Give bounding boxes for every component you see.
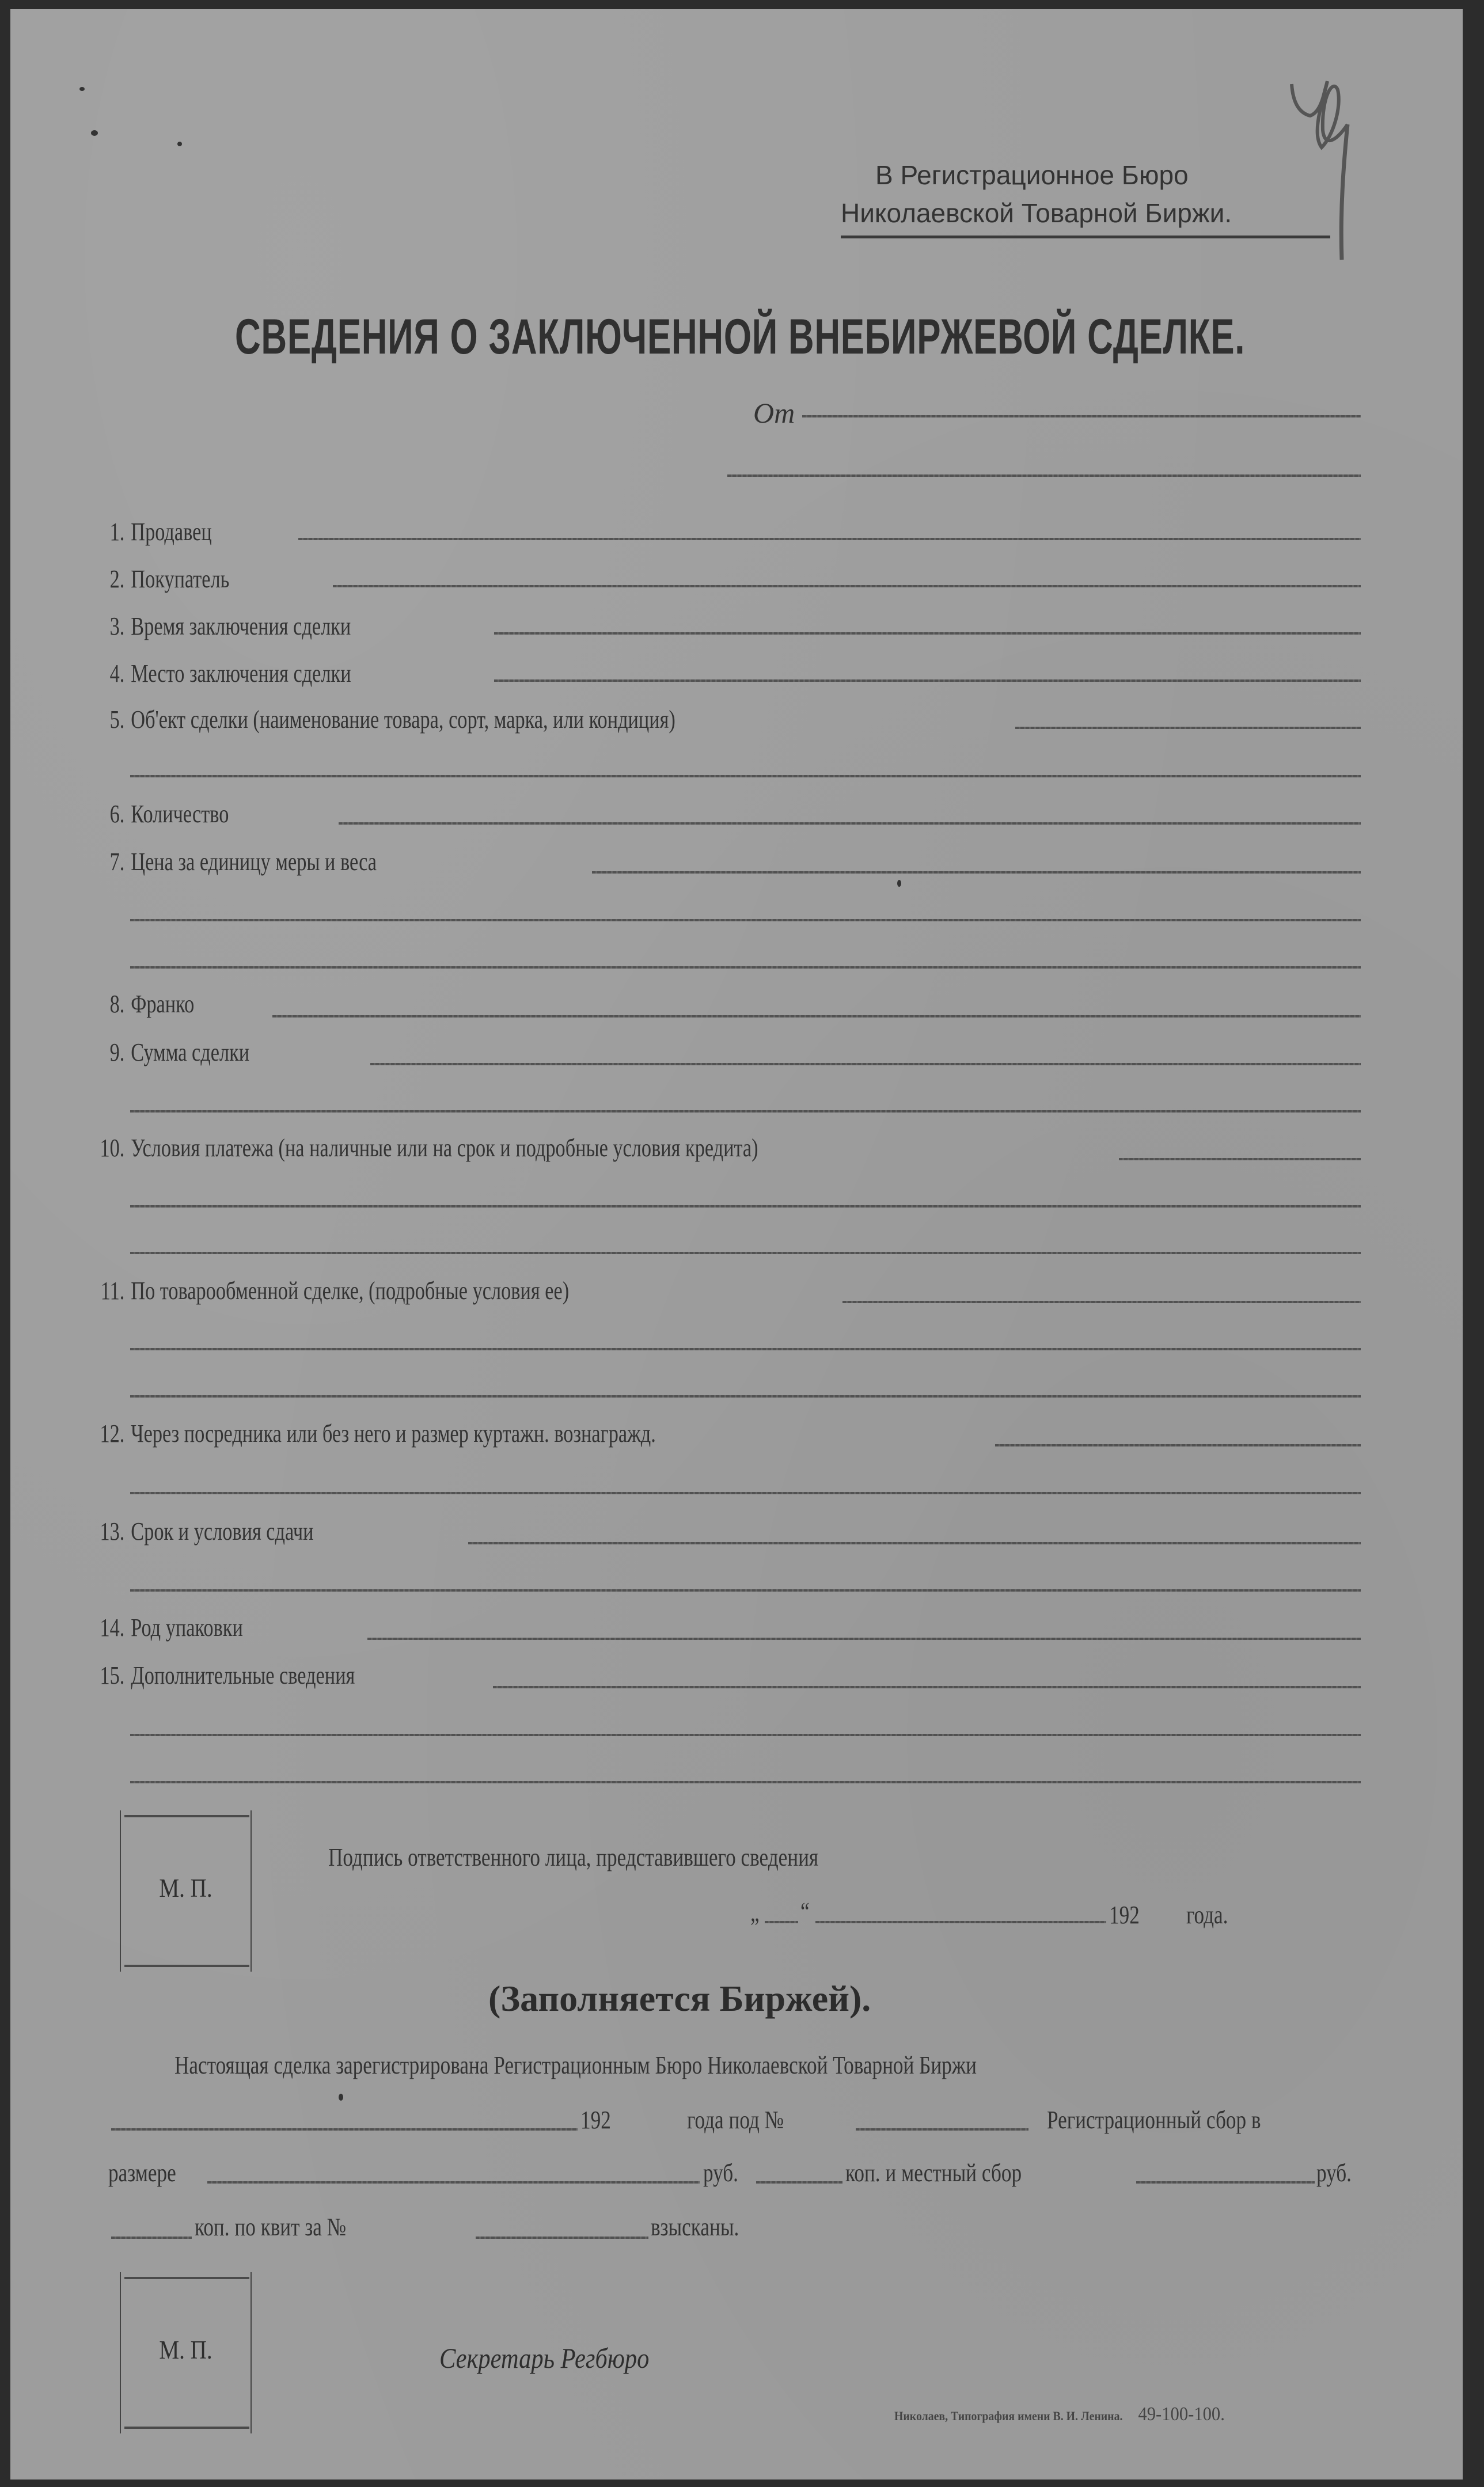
registration-fee-label: Регистрационный сбор в: [1047, 2106, 1261, 2134]
date-day-input[interactable]: [765, 1921, 798, 1923]
field-1-label: 1. Продавец: [109, 518, 212, 546]
from-label: От: [753, 397, 795, 429]
field-delivery-terms-input-line-2[interactable]: [130, 1589, 1361, 1592]
field-seller-input[interactable]: [298, 538, 1361, 540]
date-year-suffix: года.: [1186, 1901, 1228, 1929]
print-code: 49-100-100.: [1138, 2404, 1225, 2425]
field-12-label: 12. Через посредника или без него и размер куртажн. вознагражд.: [100, 1419, 656, 1448]
field-franco-input[interactable]: [272, 1015, 1361, 1017]
local-fee-kopecks-input[interactable]: [111, 2237, 192, 2239]
registration-date-input[interactable]: [111, 2128, 578, 2131]
field-deal-object-input[interactable]: [1015, 727, 1361, 729]
field-payment-terms-input-line-3[interactable]: [130, 1252, 1361, 1254]
field-10-label: 10. Условия платежа (на наличные или на срок и подробные условия кредита): [100, 1134, 758, 1162]
field-additional-info-input[interactable]: [493, 1686, 1361, 1688]
exchange-seal-label: М. П.: [159, 2335, 212, 2364]
addressee-line-1: В Регистрационное Бюро: [875, 160, 1189, 190]
local-fee-rubles-input[interactable]: [1136, 2181, 1315, 2184]
scan-speck: [339, 2094, 343, 2101]
date-month-input[interactable]: [815, 1921, 1106, 1923]
field-unit-price-input-line-3[interactable]: [130, 966, 1361, 969]
collected-label: взысканы.: [651, 2213, 739, 2241]
field-3-label: 3. Время заключения сделки: [109, 612, 351, 640]
field-additional-info-input-line-3[interactable]: [130, 1781, 1361, 1783]
fee-rubles-unit: руб.: [703, 2159, 738, 2187]
field-2-label: 2. Покупатель: [109, 565, 230, 593]
date-open-quote: „: [750, 1899, 760, 1927]
addressee-line-2: Николаевской Товарной Биржи.: [841, 198, 1232, 228]
printer-name: Николаев, Типография имени В. И. Ленина.: [894, 2409, 1123, 2423]
field-8-label: 8. Франко: [109, 990, 195, 1018]
field-payment-terms-input-line-2[interactable]: [130, 1205, 1361, 1208]
seal-box: [120, 1810, 252, 1972]
addressee-underline: [841, 236, 1330, 238]
field-7-label: 7. Цена за единицу меры и веса: [109, 848, 377, 876]
field-deal-object-input-line-2[interactable]: [130, 775, 1361, 777]
scan-speck: [79, 87, 85, 91]
field-14-label: 14. Род упаковки: [100, 1613, 243, 1642]
scan-speck: [91, 130, 98, 136]
registration-number-input[interactable]: [856, 2128, 1028, 2131]
fee-rubles-input[interactable]: [207, 2181, 700, 2184]
field-quantity-input[interactable]: [339, 822, 1361, 825]
secretary-signature-label: Секретарь Регбюро: [439, 2342, 650, 2374]
field-15-label: 15. Дополнительные сведения: [100, 1661, 355, 1689]
field-payment-terms-input[interactable]: [1119, 1158, 1361, 1160]
signature-label: Подпись ответственного лица, представившего сведения: [328, 1843, 819, 1871]
field-5-label: 5. Об'ект сделки (наименование товара, сорт, марка, или кондиция): [109, 705, 675, 734]
local-fee-label: коп. и местный сбор: [845, 2159, 1022, 2187]
form-title: СВЕДЕНИЯ О ЗАКЛЮЧЕННОЙ ВНЕБИРЖЕВОЙ СДЕЛКЕ.: [235, 309, 1246, 364]
field-barter-terms-input-line-3[interactable]: [130, 1395, 1361, 1398]
field-9-label: 9. Сумма сделки: [109, 1038, 250, 1066]
field-additional-info-input-line-2[interactable]: [130, 1734, 1361, 1736]
local-fee-rubles-unit: руб.: [1316, 2159, 1352, 2187]
field-deal-place-input[interactable]: [494, 679, 1361, 682]
from-input-line-1[interactable]: [802, 415, 1361, 417]
field-deal-sum-input[interactable]: [370, 1063, 1361, 1065]
seal-label: М. П.: [159, 1873, 212, 1903]
fee-amount-label: размере: [108, 2159, 176, 2187]
field-11-label: 11. По товарообменной сделке, (подробные условия ее): [100, 1277, 570, 1305]
date-year-prefix: 192: [1109, 1901, 1140, 1929]
exchange-section-heading: (Заполняется Биржей).: [488, 1978, 871, 2019]
addressee-block: [841, 156, 1330, 238]
field-6-label: 6. Количество: [109, 800, 229, 828]
scan-speck: [177, 142, 182, 146]
field-delivery-terms-input[interactable]: [468, 1542, 1361, 1544]
field-deal-sum-input-line-2[interactable]: [130, 1110, 1361, 1112]
field-buyer-input[interactable]: [333, 585, 1361, 587]
field-13-label: 13. Срок и условия сдачи: [100, 1517, 314, 1546]
field-barter-terms-input-line-2[interactable]: [130, 1348, 1361, 1350]
registration-number-label: года под №: [687, 2106, 784, 2134]
field-packaging-input[interactable]: [367, 1638, 1361, 1640]
document-page: [10, 9, 1463, 2480]
field-unit-price-input-line-2[interactable]: [130, 919, 1361, 921]
fee-kopecks-input[interactable]: [756, 2181, 842, 2184]
registration-year-prefix: 192: [580, 2106, 611, 2134]
field-deal-time-input[interactable]: [494, 632, 1361, 635]
field-barter-terms-input[interactable]: [842, 1301, 1361, 1303]
from-input-line-2[interactable]: [727, 474, 1361, 477]
receipt-number-label: коп. по квит за №: [195, 2213, 347, 2241]
field-4-label: 4. Место заключения сделки: [109, 659, 351, 688]
field-broker-input[interactable]: [995, 1444, 1361, 1446]
date-close-quote: “: [800, 1897, 810, 1926]
field-broker-input-line-2[interactable]: [130, 1492, 1361, 1494]
printer-imprint: [894, 2404, 1225, 2425]
scan-speck: [897, 880, 901, 887]
field-unit-price-input[interactable]: [592, 871, 1361, 874]
receipt-number-input[interactable]: [476, 2237, 648, 2239]
exchange-seal-box: [120, 2272, 252, 2433]
registration-statement: Настоящая сделка зарегистрирована Регистрационным Бюро Николаевской Товарной Биржи: [174, 2051, 977, 2079]
